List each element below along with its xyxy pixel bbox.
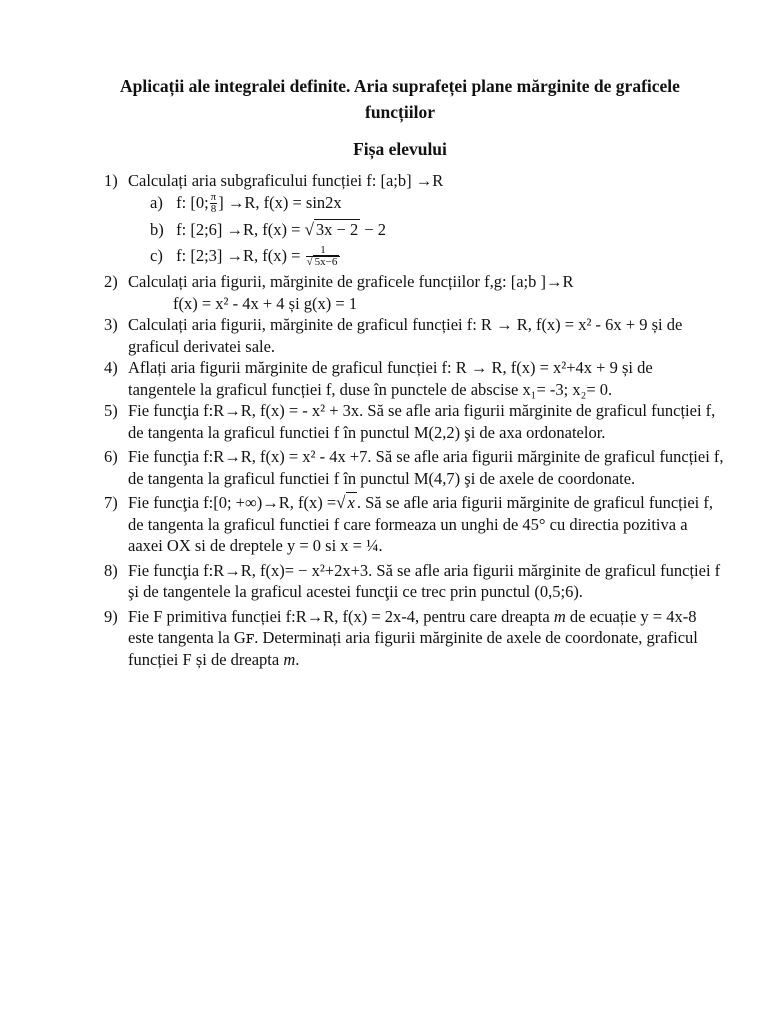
subitem-text-pre: f: [2;3] →R, f(x) = bbox=[176, 245, 301, 265]
fraction-numerator: π bbox=[210, 191, 217, 204]
exercise-number: 5) bbox=[104, 401, 118, 421]
subitem-label: b) bbox=[150, 220, 164, 240]
exercise-number: 9) bbox=[104, 606, 118, 626]
exercise-number: 6) bbox=[104, 447, 118, 467]
exercise-number: 1) bbox=[104, 171, 118, 190]
exercise-9 bbox=[104, 606, 724, 671]
fraction-numerator: 1 bbox=[306, 245, 341, 257]
fraction-denominator: 8 bbox=[210, 203, 217, 216]
exercise-text bbox=[128, 492, 724, 557]
exercise-text: Fie funcţia f:R→R, f(x)= − x²+2x+3. Să se afle aria figurii mărginite de graficul funcției f şi de tangentele la graficul acestei funcţii ce trec prin punctul (0,5;6). bbox=[128, 560, 721, 602]
exercise-5 bbox=[104, 400, 724, 443]
exercise-text: Fie funcţia f:R→R, f(x) = x² - 4x +7. Să se afle aria figurii mărginite de graficul funcției f, de tangenta la graficul functiei f în punctul M(4,7) şi de axele de coordonate. bbox=[128, 447, 724, 488]
exercise-text: Aflați aria figurii mărginite de graficul funcției f: R → R, f(x) = x²+4x + 9 și de tangentele la graficul funcției f, duse în punctele de abscise x₁= -3; x₂= 0. bbox=[128, 358, 653, 399]
exercise-text: Calculați aria subgraficului funcției f: [a;b] →R bbox=[128, 171, 444, 190]
exercise-number: 7) bbox=[104, 493, 118, 513]
exercise-4 bbox=[104, 357, 724, 400]
subitem-text-post: − 2 bbox=[364, 220, 387, 240]
fraction bbox=[306, 245, 341, 268]
exercise-text-end: . bbox=[295, 649, 300, 669]
radicand: 5x−6 bbox=[314, 256, 338, 269]
subitem-b bbox=[128, 219, 724, 241]
subitem-text-post: ] →R, f(x) = sin2x bbox=[218, 192, 342, 212]
exercise-2 bbox=[104, 271, 724, 314]
exercise-text: Fie funcţia f:R→R, f(x) = - x² + 3x. Să se afle aria figurii mărginite de graficul funcției f, de tangenta la graficul functiei f în punctul M(2,2) şi de axa ordonatelor. bbox=[128, 401, 716, 442]
subitem-text-pre: f: [0; bbox=[176, 192, 209, 212]
sqrt-icon: √ bbox=[304, 220, 314, 240]
subitem-a bbox=[128, 192, 724, 216]
exercise-1 bbox=[104, 170, 724, 268]
exercise-3 bbox=[104, 314, 724, 357]
exercise-list bbox=[104, 170, 724, 670]
subitem-text-pre: f: [2;6] →R, f(x) = bbox=[176, 220, 301, 240]
exercise-formula: f(x) = x² - 4x + 4 și g(x) = 1 bbox=[173, 293, 358, 313]
exercise-text: Calculați aria figurii, mărginite de graficele funcțiilor f,g: [a;b ]→R bbox=[128, 272, 574, 292]
fraction bbox=[210, 192, 218, 215]
exercise-number: 4) bbox=[104, 358, 118, 378]
exercise-number: 8) bbox=[104, 560, 118, 580]
line-name: m bbox=[283, 649, 296, 669]
exercise-text-pre: Fie F primitiva funcției f:R→R, f(x) = 2x-4, pentru care dreapta bbox=[128, 606, 550, 626]
exercise-8 bbox=[104, 560, 724, 603]
sqrt-icon: √ bbox=[336, 493, 346, 513]
subitem-label: a) bbox=[150, 192, 163, 212]
exercise-text: Calculați aria figurii, mărginite de graficul funcției f: R → R, f(x) = x² - 6x + 9 și de graficul derivatei sale. bbox=[128, 315, 683, 356]
subitem-label: c) bbox=[150, 245, 163, 265]
exercise-number: 3) bbox=[104, 315, 118, 335]
exercise-text-mid: de ecuație y = 4x-8 este tangenta la Gꜰ. Determinați aria figurii mărginite de axele de coordonate, graficul funcției F și de dreapta bbox=[128, 606, 698, 669]
exercise-text-post: . Să se afle aria figurii mărginite de graficul funcției f, de tangenta la graficul functiei f care formeaza un unghi de 45° cu directia pozitiva a aaxei OX si de dreptele y = 0 si x = ¼. bbox=[128, 493, 713, 556]
subitem-c bbox=[128, 245, 724, 269]
fraction-denominator: √ 5x−6 bbox=[306, 256, 338, 269]
radicand: x bbox=[347, 493, 355, 513]
exercise-6 bbox=[104, 446, 724, 489]
exercise-7 bbox=[104, 492, 724, 557]
page-subtitle: Fișa elevului bbox=[353, 139, 447, 159]
page-title: Aplicații ale integralei definite. Aria suprafeței plane mărginite de graficele funcțiilor bbox=[120, 76, 680, 122]
radicand: 3x − 2 bbox=[315, 220, 359, 240]
exercise-number: 2) bbox=[104, 272, 118, 292]
line-name: m bbox=[553, 606, 566, 626]
exercise-text bbox=[128, 606, 724, 671]
exercise-text-pre: Fie funcţia f:[0; +∞)→R, f(x) = bbox=[128, 493, 337, 513]
